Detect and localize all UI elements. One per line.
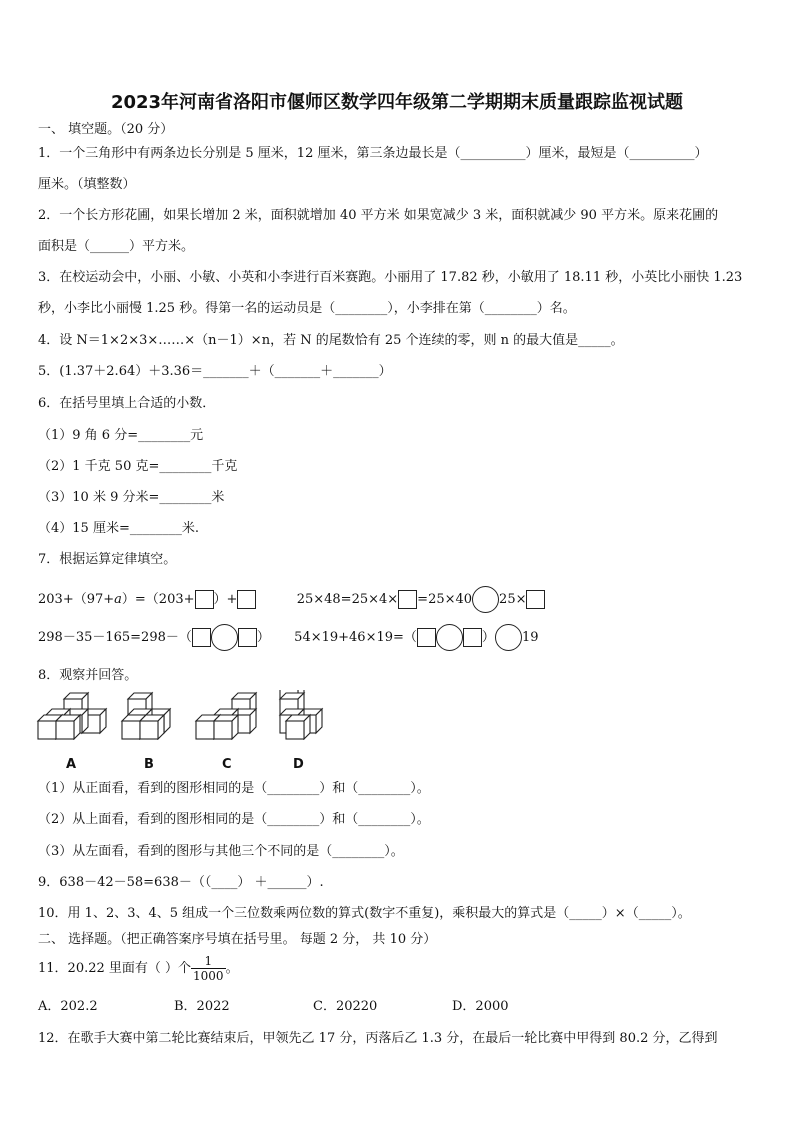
- question-6-item-2: （2）1 千克 50 克=________千克: [38, 459, 238, 474]
- question-9: 9．638－42－58=638－（（____） ＋______）.: [38, 875, 324, 890]
- question-8-item-2: （2）从上面看，看到的图形相同的是（________）和（________）。: [38, 812, 430, 827]
- q11-option-c: C．20220: [313, 999, 378, 1014]
- answer-box[interactable]: [398, 590, 417, 609]
- fraction: $\frac{1}{1000}$: [193, 954, 224, 983]
- question-6: 6．在括号里填上合适的小数．: [38, 396, 216, 411]
- section-2-heading: 二、 选择题。（把正确答案序号填在括号里。 每题 2 分， 共 10 分）: [38, 932, 437, 947]
- figure-label-b: B: [144, 757, 154, 772]
- question-2-line-1: 2．一个长方形花圃，如果长增加 2 米，面积就增加 40 平方米 如果宽减少 3 米，面积就减少 90 平方米。原来花圃的: [38, 208, 719, 223]
- answer-circle[interactable]: [211, 624, 238, 651]
- question-10: 10．用 1、2、3、4、5 组成一个三位数乘两位数的算式(数字不重复)，乘积最大的算式是（_____）×（_____）。: [38, 906, 691, 921]
- figure-c: [196, 693, 256, 739]
- answer-box[interactable]: [417, 628, 436, 647]
- question-3-line-2: 秒，小李比小丽慢 1.25 秒。得第一名的运动员是（________），小李排在第（________）名。: [38, 301, 576, 316]
- answer-box[interactable]: [463, 628, 482, 647]
- question-7-row-1: [38, 586, 545, 613]
- answer-circle[interactable]: [436, 624, 463, 651]
- figure-label-c: C: [222, 757, 232, 772]
- question-8-item-1: （1）从正面看，看到的图形相同的是（________）和（________）。: [38, 781, 430, 796]
- question-8: 8．观察并回答。: [38, 668, 138, 683]
- figure-a: [38, 693, 106, 739]
- question-6-item-4: （4）15 厘米=________米.: [38, 521, 199, 536]
- answer-box[interactable]: [526, 590, 545, 609]
- question-7: 7．根据运算定律填空。: [38, 552, 177, 567]
- question-1-line-2: 厘米。（填整数）: [38, 177, 136, 192]
- q11-option-a: A．202.2: [38, 999, 98, 1014]
- figure-d: [280, 690, 322, 739]
- answer-circle[interactable]: [472, 586, 499, 613]
- section-1-heading: 一、 填空题。（20 分）: [38, 122, 174, 137]
- question-11: 11．20.22 里面有（ ）个 $\frac{1}{1000}$ 。: [38, 954, 239, 983]
- answer-box[interactable]: [195, 590, 214, 609]
- question-1-line-1: 1．一个三角形中有两条边长分别是 5 厘米，12 厘米，第三条边最长是（__________）厘米，最短是（__________）: [38, 146, 708, 161]
- question-7-row-2: [38, 624, 538, 652]
- figure-label-a: A: [66, 757, 77, 772]
- question-4: 4．设 N＝1×2×3×……×（n－1）×n，若 N 的尾数恰有 25 个连续的零，则 n 的最大值是_____。: [38, 333, 624, 348]
- figure-b: [122, 693, 170, 739]
- answer-box[interactable]: [238, 628, 257, 647]
- question-6-item-3: （3）10 米 9 分米=________米: [38, 490, 225, 505]
- answer-box[interactable]: [237, 590, 256, 609]
- q7-expr-1: 203+（97+a）=（203+ ）+: [38, 592, 261, 607]
- question-5: 5．(1.37＋2.64）＋3.36＝_______＋（_______＋_______）: [38, 364, 392, 379]
- cube-figures: [36, 690, 336, 740]
- question-3-line-1: 3．在校运动会中，小丽、小敏、小英和小李进行百米赛跑。小丽用了 17.82 秒，小敏用了 18.11 秒，小英比小丽快 1.23: [38, 270, 743, 285]
- answer-circle[interactable]: [495, 624, 522, 651]
- q11-option-d: D．2000: [452, 999, 509, 1014]
- question-6-item-1: （1）9 角 6 分=________元: [38, 428, 204, 443]
- question-12: 12．在歌手大赛中第二轮比赛结束后，甲领先乙 17 分，丙落后乙 1.3 分，在最后一轮比赛中甲得到 80.2 分，乙得到: [38, 1031, 718, 1046]
- page-title: 2023年河南省洛阳市偃师区数学四年级第二学期期末质量跟踪监视试题: [110, 92, 684, 113]
- q7-expr-4: 54×19+46×19=（ ） 19: [294, 630, 538, 645]
- answer-box[interactable]: [192, 628, 211, 647]
- figure-label-d: D: [293, 757, 304, 772]
- question-2-line-2: 面积是（______）平方米。: [38, 239, 195, 254]
- q7-expr-3: 298－35－165=298－（ ）: [38, 630, 274, 645]
- q11-option-b: B．2022: [174, 999, 230, 1014]
- question-8-item-3: （3）从左面看，看到的图形与其他三个不同的是（________）。: [38, 844, 404, 859]
- q7-expr-2: 25×48=25×4× =25×40 25×: [297, 592, 546, 607]
